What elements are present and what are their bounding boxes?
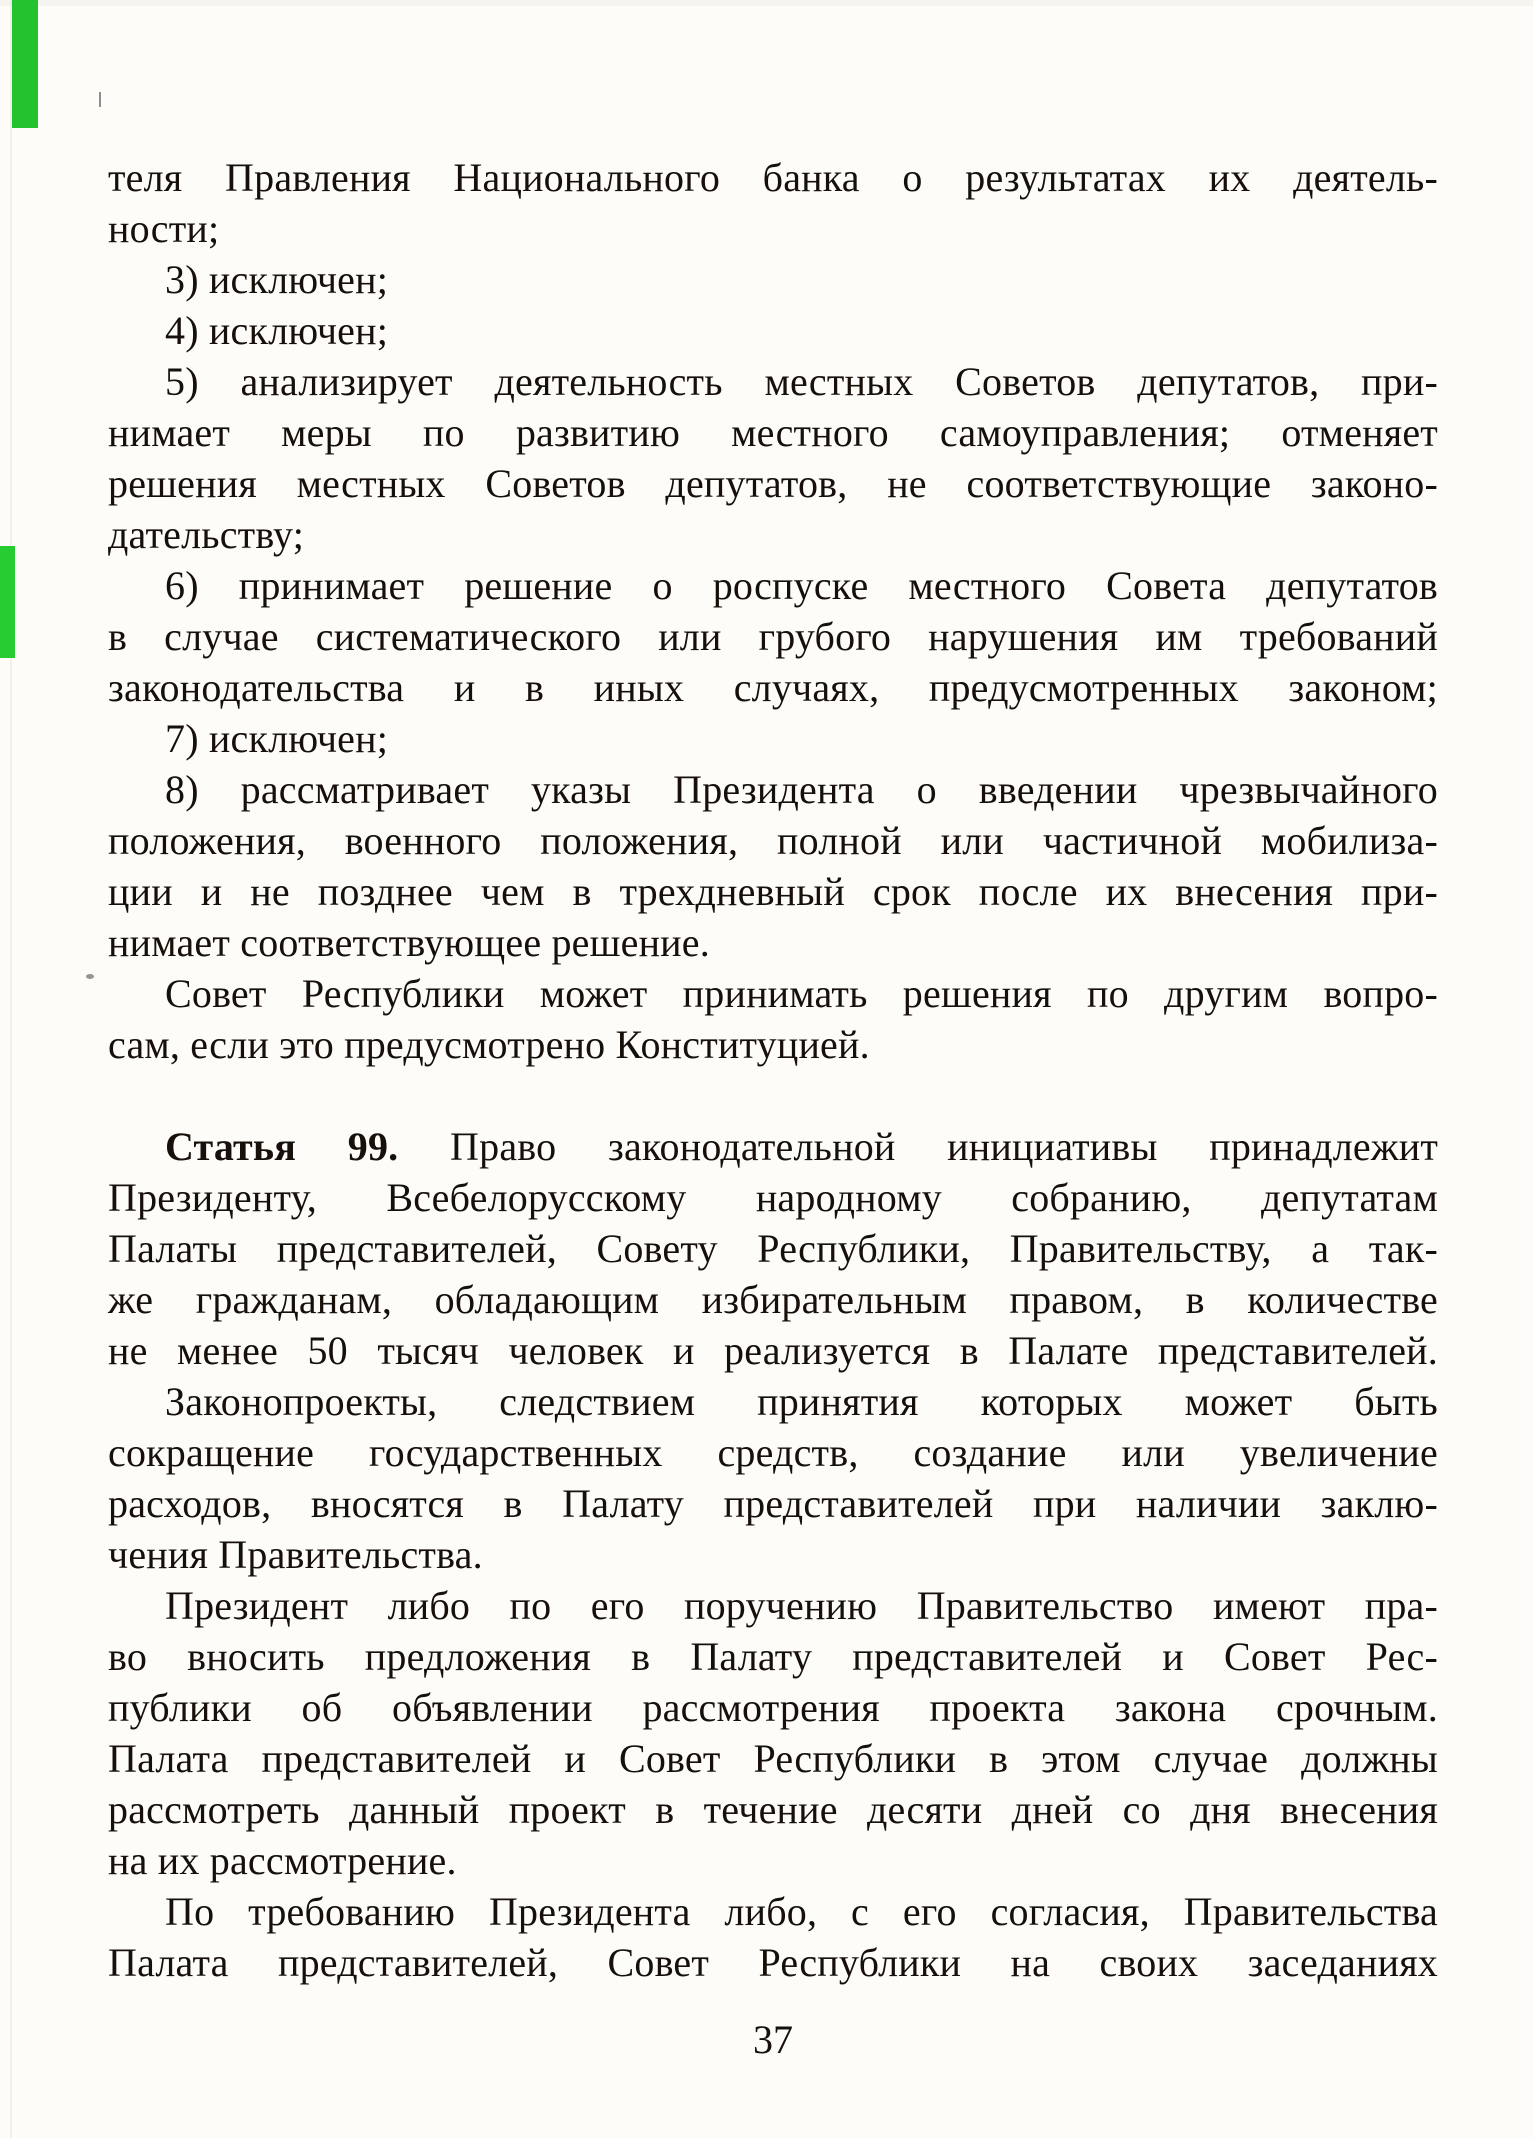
text-line: решения местных Советов депутатов, не соответствующие законо-: [108, 461, 1438, 506]
article-number-label: Статья 99.: [165, 1124, 399, 1169]
text-line: ности;: [108, 206, 220, 251]
text-line: ции и не позднее чем в трехдневный срок после их внесения при-: [108, 869, 1438, 914]
text-line: 8) рассматривает указы Президента о введении чрезвычайного: [165, 767, 1438, 812]
text-line: 3) исключен;: [165, 257, 389, 302]
text-line: публики об объявлении рассмотрения проекта закона срочным.: [108, 1685, 1438, 1730]
text-line: 6) принимает решение о роспуске местного Совета депутатов: [165, 563, 1438, 608]
text-line: Палата представителей, Совет Республики на своих заседаниях: [108, 1940, 1438, 1985]
scan-speck-tick: [99, 92, 101, 107]
body-text-column: [108, 152, 1438, 1988]
text-line: же гражданам, обладающим избирательным правом, в количестве: [108, 1277, 1438, 1322]
text-line: 4) исключен;: [165, 308, 389, 353]
scan-edge-left-line: [10, 0, 12, 2138]
text-line: Совет Республики может принимать решения по другим вопро-: [165, 971, 1438, 1016]
text-line: По требованию Президента либо, с его согласия, Правительства: [165, 1889, 1438, 1934]
text-line: нимает меры по развитию местного самоуправления; отменяет: [108, 410, 1438, 455]
text-line: 7) исключен;: [165, 716, 389, 761]
text-line: на их рассмотрение.: [108, 1838, 457, 1883]
text-line: Палаты представителей, Совету Республики, Правительству, а так-: [108, 1226, 1438, 1271]
text-line: нимает соответствующее решение.: [108, 920, 710, 965]
text-line: Палата представителей и Совет Республики в этом случае должны: [108, 1736, 1438, 1781]
text-line: не менее 50 тысяч человек и реализуется в Палате представителей.: [108, 1328, 1438, 1373]
page-number: 37: [753, 2017, 793, 2062]
text-line: теля Правления Национального банка о результатах их деятель-: [108, 155, 1438, 200]
text-line: рассмотреть данный проект в течение десяти дней со дня внесения: [108, 1787, 1438, 1832]
text-line: в случае систематического или грубого нарушения им требований: [108, 614, 1438, 659]
text-line: 5) анализирует деятельность местных Советов депутатов, при-: [165, 359, 1438, 404]
text-line: дательству;: [108, 512, 305, 557]
text-line: чения Правительства.: [108, 1532, 483, 1577]
text-line: положения, военного положения, полной или частичной мобилиза-: [108, 818, 1438, 863]
scan-speck-dot: [86, 974, 94, 979]
article-99-heading-line: [108, 1121, 1438, 1172]
text-line: Законопроекты, следствием принятия которых может быть: [165, 1379, 1438, 1424]
text-line: во вносить предложения в Палату представителей и Совет Рес-: [108, 1634, 1438, 1679]
text-line: Президент либо по его поручению Правительство имеют пра-: [165, 1583, 1438, 1628]
scan-artifact-green-top: [12, 0, 38, 128]
scan-artifact-green-left: [0, 546, 15, 658]
article-heading-text: Право законодательной инициативы принадлежит: [450, 1124, 1438, 1169]
text-line: сам, если это предусмотрено Конституцией.: [108, 1022, 870, 1067]
text-line: Президенту, Всебелорусскому народному собранию, депутатам: [108, 1175, 1438, 1220]
text-line: законодательства и в иных случаях, предусмотренных законом;: [108, 665, 1438, 710]
scan-edge-top-strip: [0, 0, 1533, 6]
text-line: сокращение государственных средств, создание или увеличение: [108, 1430, 1438, 1475]
text-line: расходов, вносятся в Палату представителей при наличии заклю-: [108, 1481, 1438, 1526]
